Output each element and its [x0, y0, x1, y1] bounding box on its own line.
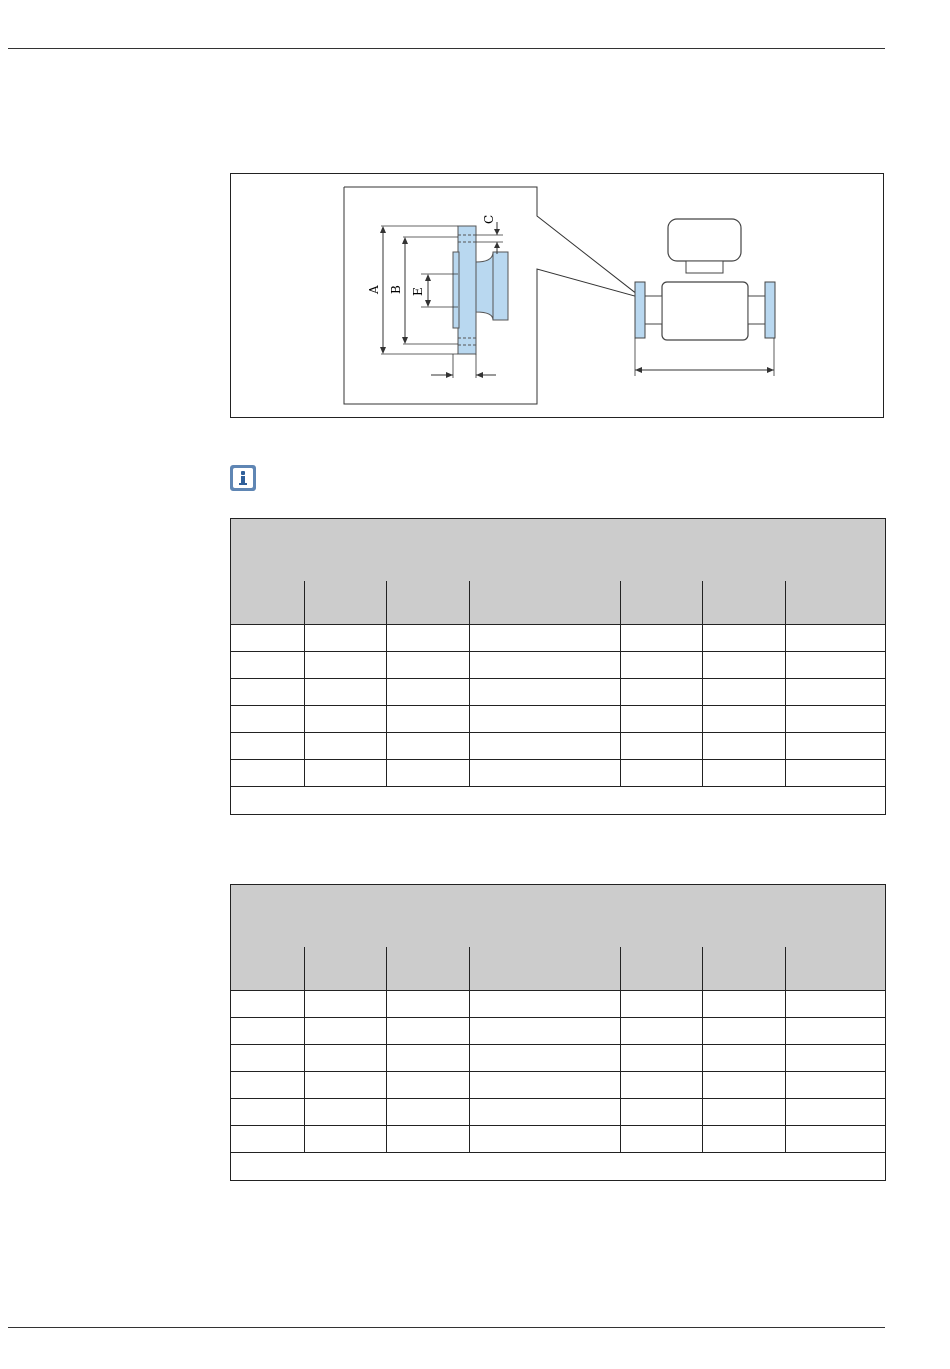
dim-c-label: C	[482, 214, 496, 224]
dimension-table-1	[230, 518, 886, 815]
dimension-table-2	[230, 884, 886, 1181]
column-header	[703, 947, 786, 991]
table-row	[231, 1099, 886, 1126]
dimension-figure	[230, 173, 884, 418]
column-header	[231, 947, 305, 991]
footer-rule	[8, 1327, 885, 1328]
table-row	[231, 706, 886, 733]
column-header	[305, 581, 387, 625]
table-row	[231, 733, 886, 760]
flange-plate	[458, 226, 476, 354]
column-header	[786, 947, 886, 991]
info-icon	[230, 465, 256, 491]
flange-drawing	[231, 174, 885, 419]
table-row	[231, 1126, 886, 1153]
dim-e-label: E	[411, 287, 425, 296]
column-header	[305, 947, 387, 991]
sensor-body	[662, 282, 748, 340]
column-header	[470, 947, 621, 991]
table-row	[231, 991, 886, 1018]
flange-left	[635, 282, 645, 338]
column-header	[786, 581, 886, 625]
table-row	[231, 625, 886, 652]
header-rule	[8, 48, 885, 49]
column-header	[470, 581, 621, 625]
table-header	[231, 885, 886, 947]
column-header	[387, 947, 470, 991]
table-header	[231, 519, 886, 581]
table-row	[231, 679, 886, 706]
table-row	[231, 1072, 886, 1099]
transmitter-head	[668, 219, 741, 261]
table-row	[231, 1045, 886, 1072]
flange-neck	[476, 252, 508, 320]
flange-face	[453, 252, 459, 328]
column-header	[231, 581, 305, 625]
dim-b-label: B	[389, 285, 403, 294]
flange-right	[765, 282, 775, 338]
column-header	[703, 581, 786, 625]
table-row	[231, 1018, 886, 1045]
table-row	[231, 652, 886, 679]
dim-a-label: A	[367, 285, 381, 294]
column-header	[387, 581, 470, 625]
table-row	[231, 760, 886, 787]
column-header	[621, 947, 703, 991]
column-header	[621, 581, 703, 625]
table-footer	[231, 1153, 886, 1181]
table-footer	[231, 787, 886, 815]
